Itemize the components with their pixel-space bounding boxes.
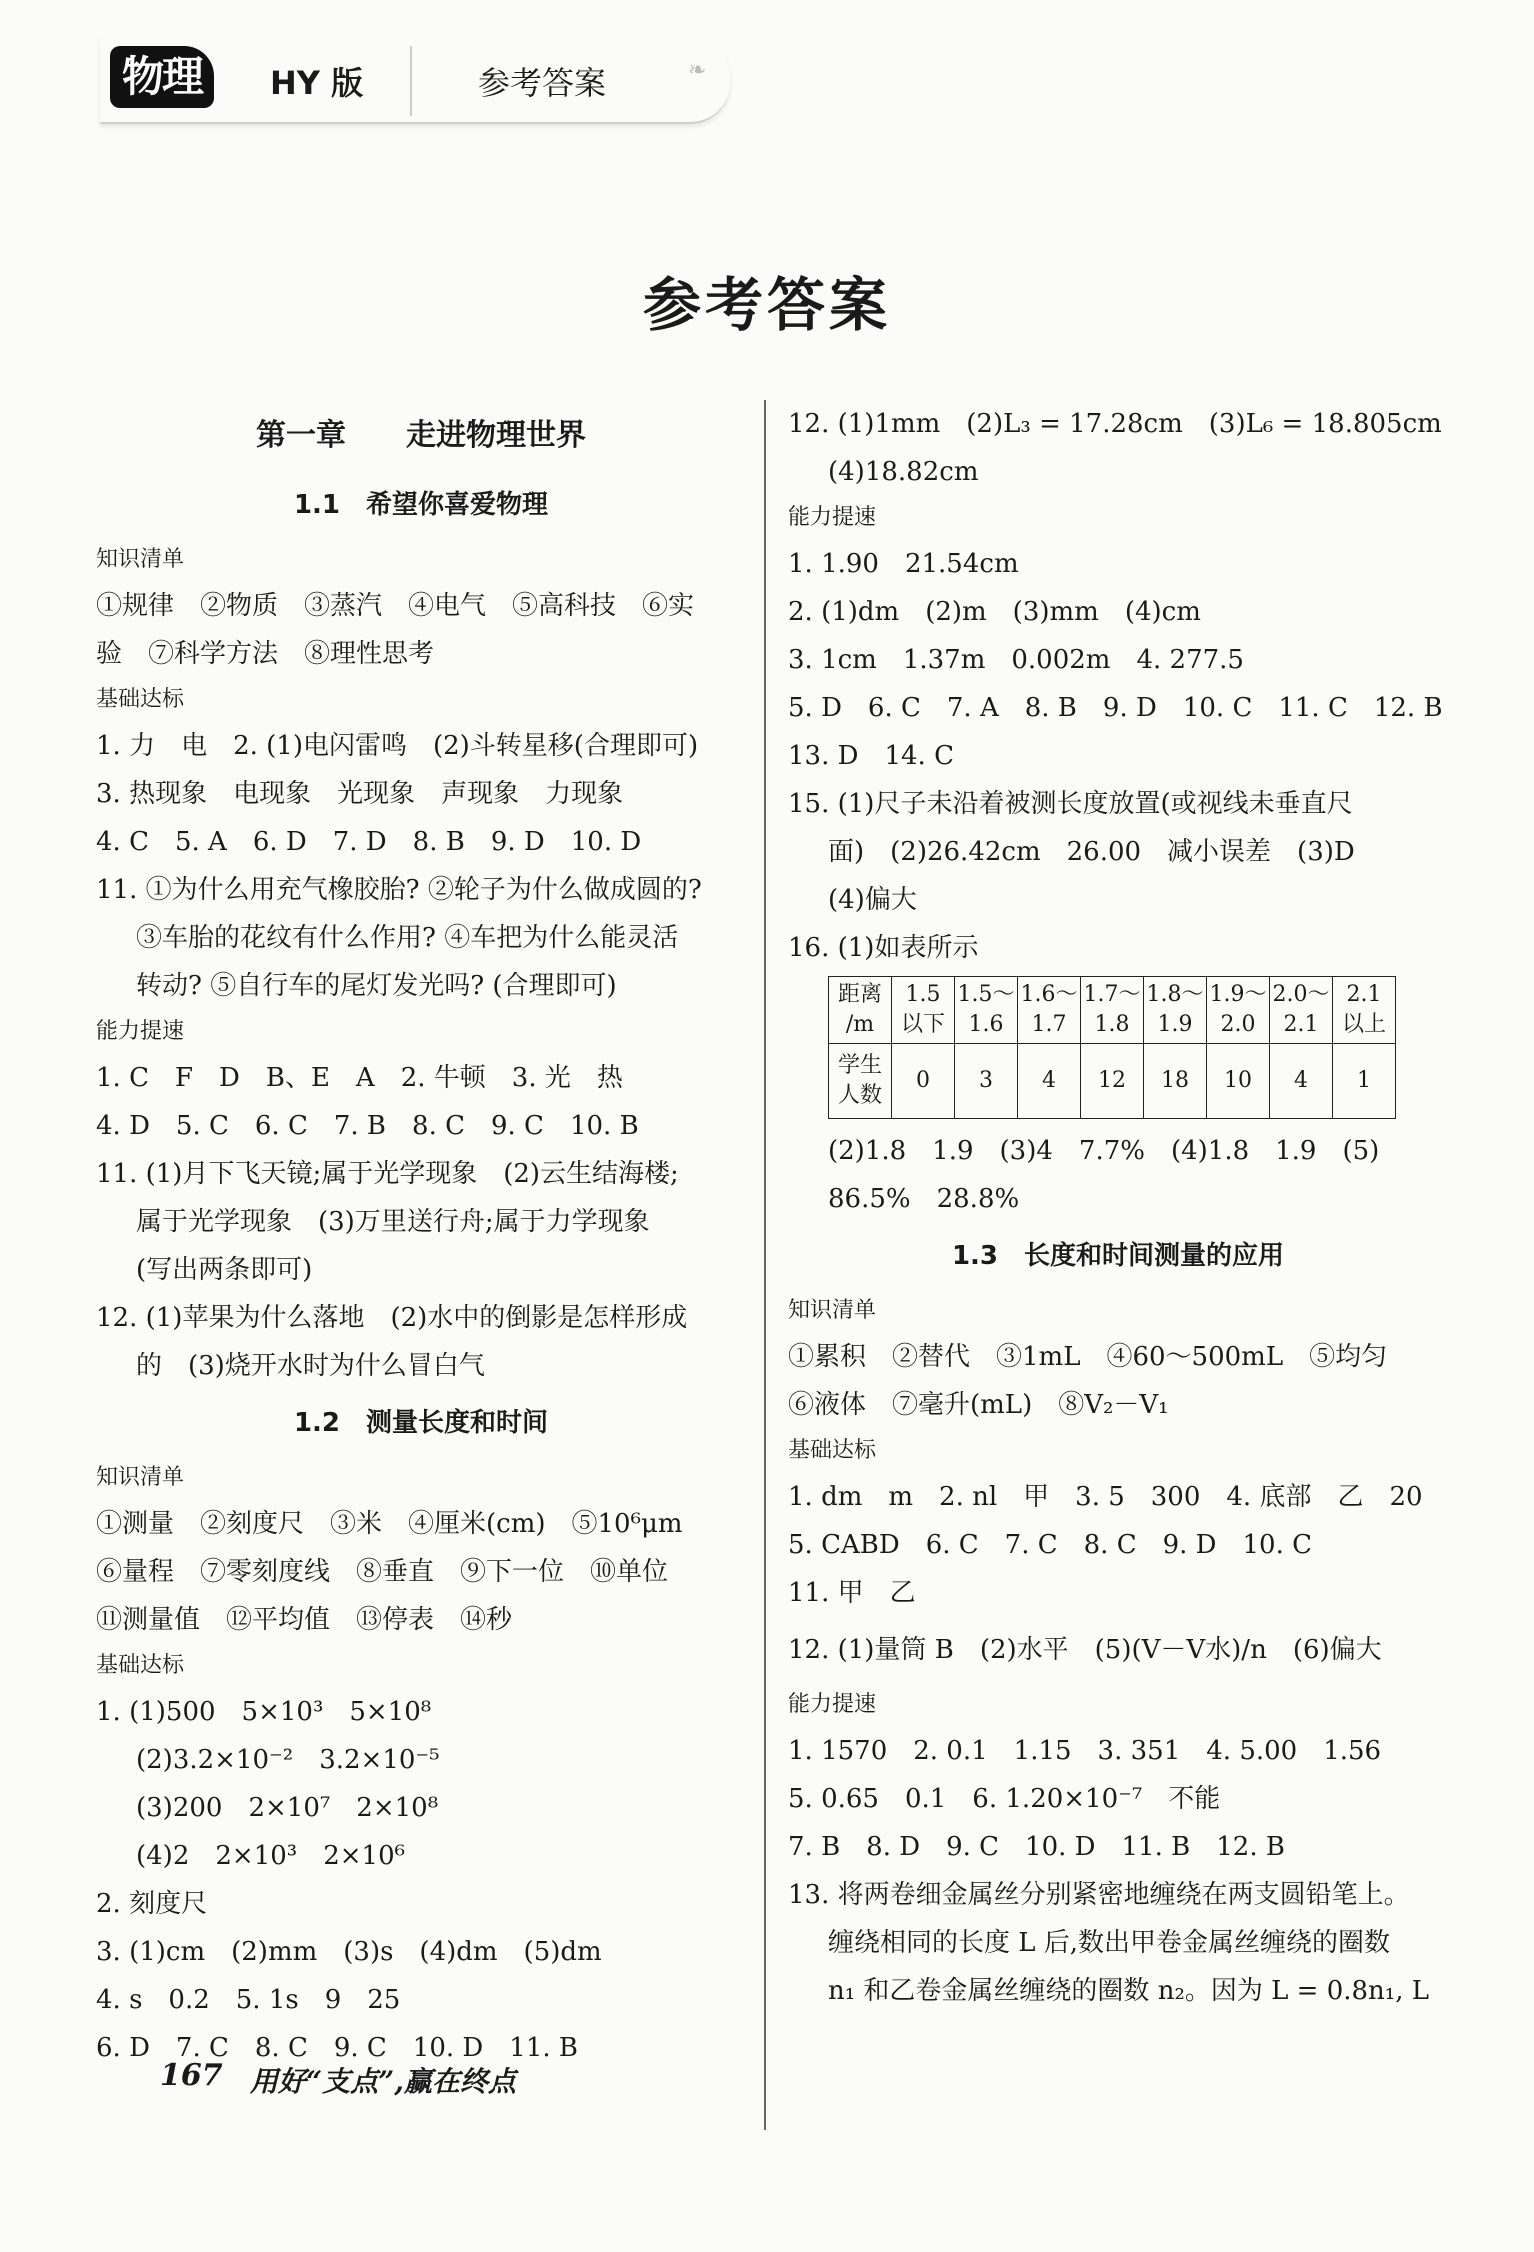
- column-divider: [764, 400, 766, 2130]
- table-cell: 学生 人数: [829, 1044, 892, 1119]
- answer-line: 3. 热现象 电现象 光现象 声现象 力现象: [96, 779, 624, 809]
- header-divider: [410, 46, 412, 116]
- answer-line: 11. (1)月下飞天镜;属于光学现象 (2)云生结海楼;: [96, 1159, 679, 1189]
- table-cell: 12: [1081, 1044, 1144, 1119]
- answer-line: 11. 甲 乙: [788, 1578, 916, 1608]
- subsection-label: 知识清单: [96, 547, 185, 572]
- answer-line: 3. (1)cm (2)mm (3)s (4)dm (5)dm: [96, 1937, 602, 1967]
- section-title: 1.3 长度和时间测量的应用: [951, 1241, 1285, 1271]
- answer-line: (4)2 2×10³ 2×10⁶: [136, 1841, 406, 1871]
- table-cell: 4: [1018, 1044, 1081, 1119]
- table-cell: 1.5～ 1.6: [955, 977, 1018, 1044]
- answer-line: ①测量 ②刻度尺 ③米 ④厘米(cm) ⑤10⁶μm: [96, 1509, 683, 1539]
- edition-label: HY 版: [270, 64, 364, 102]
- subsection-label: 能力提速: [788, 1692, 877, 1717]
- subsection-label: 知识清单: [96, 1465, 185, 1490]
- answer-line: 5. CABD 6. C 7. C 8. C 9. D 10. C: [788, 1530, 1313, 1560]
- subject-badge: 物理: [110, 46, 214, 108]
- subsection-label: 基础达标: [96, 687, 185, 712]
- section-title: 1.2 测量长度和时间: [293, 1408, 549, 1438]
- answer-line: 4. C 5. A 6. D 7. D 8. B 9. D 10. D: [96, 827, 642, 857]
- answer-line: 验 ⑦科学方法 ⑧理性思考: [96, 639, 435, 669]
- answer-line: 缠绕相同的长度 L 后,数出甲卷金属丝缠绕的圈数: [828, 1928, 1391, 1958]
- decoration-icon: ❧: [688, 58, 707, 83]
- page-title: 参考答案: [642, 271, 891, 339]
- table-cell: 1.8～ 1.9: [1144, 977, 1207, 1044]
- answer-line: n₁ 和乙卷金属丝缠绕的圈数 n₂。因为 L = 0.8n₁, L: [828, 1976, 1430, 2006]
- table-header-row: [829, 977, 1396, 1044]
- answer-line: ⑥液体 ⑦毫升(mL) ⑧V₂－V₁: [788, 1390, 1169, 1420]
- table-cell: 3: [955, 1044, 1018, 1119]
- table-cell: 2.0～ 2.1: [1270, 977, 1333, 1044]
- answer-line: 1. (1)500 5×10³ 5×10⁸: [96, 1697, 432, 1727]
- distance-table: [828, 976, 1396, 1119]
- subsection-label: 能力提速: [96, 1019, 185, 1044]
- header-title: 参考答案: [478, 64, 607, 102]
- answer-line: ③车胎的花纹有什么作用? ④车把为什么能灵活: [136, 923, 679, 953]
- section-title: 1.1 希望你喜爱物理: [293, 490, 549, 520]
- answer-line: (2)3.2×10⁻² 3.2×10⁻⁵: [136, 1745, 440, 1775]
- table-cell: 1.9～ 2.0: [1207, 977, 1270, 1044]
- table-cell: 0: [892, 1044, 955, 1119]
- page-footer: [100, 2050, 660, 2130]
- answer-line: 12. (1)苹果为什么落地 (2)水中的倒影是怎样形成: [96, 1303, 688, 1333]
- answer-line: 7. B 8. D 9. C 10. D 11. B 12. B: [788, 1832, 1285, 1862]
- left-column: [96, 400, 746, 2072]
- answer-line: (4)18.82cm: [828, 457, 979, 487]
- answer-line: (2)1.8 1.9 (3)4 7.7% (4)1.8 1.9 (5): [828, 1136, 1380, 1166]
- answer-line: 转动? ⑤自行车的尾灯发光吗? (合理即可): [136, 971, 617, 1001]
- answer-line: 13. D 14. C: [788, 741, 954, 771]
- page-number: 167: [160, 2058, 223, 2093]
- answer-line: 1. 力 电 2. (1)电闪雷鸣 (2)斗转星移(合理即可): [96, 731, 699, 761]
- answer-line: ⑪测量值 ⑫平均值 ⑬停表 ⑭秒: [96, 1605, 513, 1635]
- page-header: [100, 36, 730, 124]
- answer-line: ①累积 ②替代 ③1mL ④60～500mL ⑤均匀: [788, 1342, 1388, 1372]
- answer-line: 2. 刻度尺: [96, 1889, 208, 1919]
- table-cell: 距离 /m: [829, 977, 892, 1044]
- subsection-label: 基础达标: [788, 1438, 877, 1463]
- answer-line: 5. D 6. C 7. A 8. B 9. D 10. C 11. C 12. B: [788, 693, 1443, 723]
- table-cell: 18: [1144, 1044, 1207, 1119]
- table-cell: 1.7～ 1.8: [1081, 977, 1144, 1044]
- answer-line: ⑥量程 ⑦零刻度线 ⑧垂直 ⑨下一位 ⑩单位: [96, 1557, 669, 1587]
- table-cell: 1: [1333, 1044, 1396, 1119]
- answer-line: 的 (3)烧开水时为什么冒白气: [136, 1351, 485, 1381]
- table-row: [829, 1044, 1396, 1119]
- answer-line: 86.5% 28.8%: [828, 1184, 1020, 1214]
- answer-line: 16. (1)如表所示: [788, 933, 979, 963]
- answer-line: (4)偏大: [828, 885, 917, 915]
- table-cell: 4: [1270, 1044, 1333, 1119]
- table-cell: 2.1 以上: [1333, 977, 1396, 1044]
- subsection-label: 知识清单: [788, 1298, 877, 1323]
- answer-line: 属于光学现象 (3)万里送行舟;属于力学现象: [136, 1207, 650, 1237]
- answer-line: 15. (1)尺子未沿着被测长度放置(或视线未垂直尺: [788, 789, 1353, 819]
- answer-line: (3)200 2×10⁷ 2×10⁸: [136, 1793, 439, 1823]
- answer-line: (写出两条即可): [136, 1255, 313, 1285]
- table-cell: 10: [1207, 1044, 1270, 1119]
- answer-line: 1. 1570 2. 0.1 1.15 3. 351 4. 5.00 1.56: [788, 1736, 1382, 1766]
- answer-line: 4. D 5. C 6. C 7. B 8. C 9. C 10. B: [96, 1111, 639, 1141]
- answer-line: ①规律 ②物质 ③蒸汽 ④电气 ⑤高科技 ⑥实: [96, 591, 695, 621]
- footer-slogan: 用好“支点”,赢在终点: [250, 2065, 516, 2098]
- answer-line: 1. 1.90 21.54cm: [788, 549, 1019, 579]
- answer-line: 3. 1cm 1.37m 0.002m 4. 277.5: [788, 645, 1244, 675]
- table-cell: 1.5 以下: [892, 977, 955, 1044]
- answer-line: 12. (1)1mm (2)L₃ = 17.28cm (3)L₆ = 18.805cm: [788, 409, 1442, 439]
- answer-line: 13. 将两卷细金属丝分别紧密地缠绕在两支圆铅笔上。: [788, 1880, 1410, 1910]
- answer-line: 6. D 7. C 8. C 9. C 10. D 11. B: [96, 2033, 578, 2063]
- table-cell: 1.6～ 1.7: [1018, 977, 1081, 1044]
- answer-line: 1. dm m 2. nl 甲 3. 5 300 4. 底部 乙 20: [788, 1482, 1423, 1512]
- answer-line: 5. 0.65 0.1 6. 1.20×10⁻⁷ 不能: [788, 1784, 1221, 1814]
- right-column: [788, 400, 1448, 2015]
- answer-line: 12. (1)量筒 B (2)水平 (5)(V－V水)/n (6)偏大: [788, 1635, 1382, 1665]
- chapter-title: 第一章 走进物理世界: [256, 418, 586, 453]
- subsection-label: 基础达标: [96, 1653, 185, 1678]
- answer-line: 面) (2)26.42cm 26.00 减小误差 (3)D: [828, 837, 1355, 867]
- answer-line: 2. (1)dm (2)m (3)mm (4)cm: [788, 597, 1201, 627]
- answer-line: 1. C F D B、E A 2. 牛顿 3. 光 热: [96, 1063, 623, 1093]
- answer-line: 11. ①为什么用充气橡胶胎? ②轮子为什么做成圆的?: [96, 875, 702, 905]
- answer-line: 4. s 0.2 5. 1s 9 25: [96, 1985, 401, 2015]
- subsection-label: 能力提速: [788, 505, 877, 530]
